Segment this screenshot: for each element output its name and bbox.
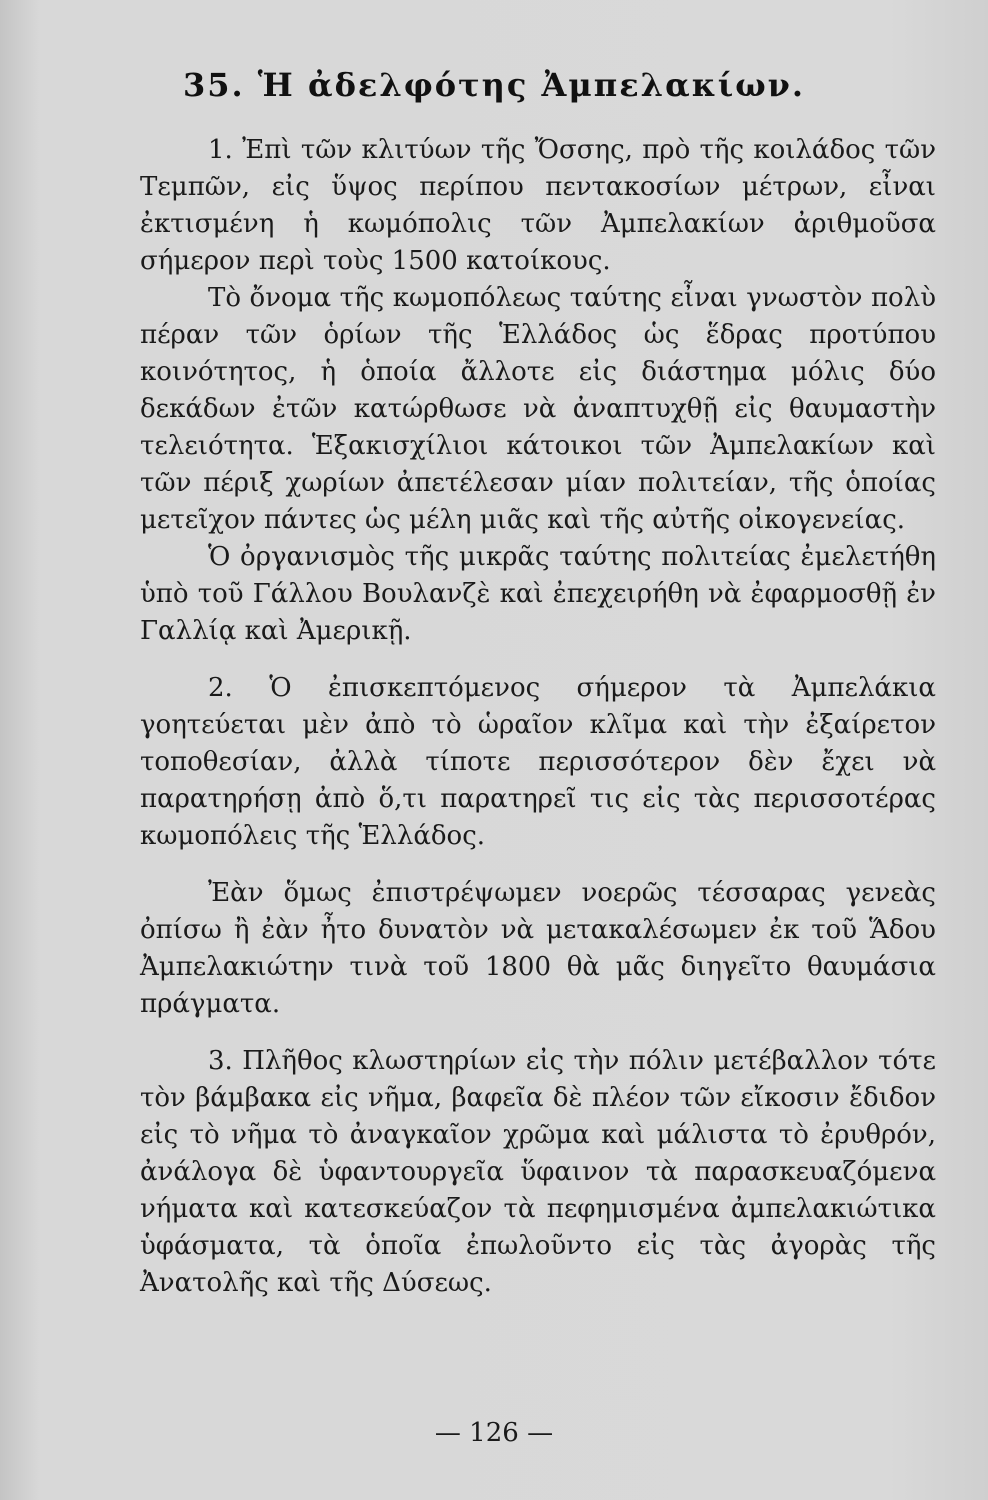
- paragraph-2: Τὸ ὄνομα τῆς κωμοπόλεως ταύτης εἶναι γνωστὸν πολὺ πέραν τῶν ὁρίων τῆς Ἑλλάδος ὡς ἕδρας προτύπου κοινότητος, ἡ ὁποία ἄλλοτε εἰς διάστημα μόλις δύο δεκάδων ἐτῶν κατώρθωσε νὰ ἀναπτυχθῇ εἰς θαυμαστὴν τελειότητα. Ἑξακισχίλιοι κάτοικοι τῶν Ἀμπελακίων καὶ τῶν πέριξ χωρίων ἀπετέλεσαν μίαν πολιτείαν, τῆς ὁποίας μετεῖχον πάντες ὡς μέλη μιᾶς καὶ τῆς αὐτῆς οἰκογενείας.: [140, 283, 936, 535]
- paragraph-5: Ἐὰν ὅμως ἐπιστρέψωμεν νοερῶς τέσσαρας γενεὰς ὀπίσω ἢ ἐὰν ἦτο δυνατὸν νὰ μετακαλέσωμεν ἐκ τοῦ Ἅδου Ἀμπελακιώτην τινὰ τοῦ 1800 θὰ μᾶς διηγεῖτο θαυμάσια πράγματα.: [140, 878, 936, 1019]
- chapter-title: 35. Ἡ ἀδελφότης Ἀμπελακίων.: [182, 66, 805, 104]
- paragraph-6: 3. Πλῆθος κλωστηρίων εἰς τὴν πόλιν μετέβαλλον τότε τὸν βάμβακα εἰς νῆμα, βαφεῖα δὲ πλέον τῶν εἴκοσιν ἔδιδον εἰς τὸ νῆμα τὸ ἀναγκαῖον χρῶμα καὶ μάλιστα τὸ ἐρυθρόν, ἀνάλογα δὲ ὑφαντουργεῖα ὕφαινον τὰ παρασκευαζόμενα νήματα καὶ κατεσκεύαζον τὰ πεφημισμένα ἀμπελακιώτικα ὑφάσματα, τὰ ὁποῖα ἐπωλοῦντο εἰς τὰς ἀγορὰς τῆς Ἀνατολῆς καὶ τῆς Δύσεως.: [140, 1046, 936, 1298]
- body-text: [140, 132, 936, 1302]
- page-number: — 126 —: [434, 1418, 554, 1448]
- paragraph-1: 1. Ἐπὶ τῶν κλιτύων τῆς Ὄσσης, πρὸ τῆς κοιλάδος τῶν Τεμπῶν, εἰς ὕψος περίπου πεντακοσίων μέτρων, εἶναι ἐκτισμένη ἡ κωμόπολις τῶν Ἀμπελακίων ἀριθμοῦσα σήμερον περὶ τοὺς 1500 κατοίκους.: [140, 135, 936, 276]
- paragraph-4: 2. Ὁ ἐπισκεπτόμενος σήμερον τὰ Ἀμπελάκια γοητεύεται μὲν ἀπὸ τὸ ὡραῖον κλῖμα καὶ τὴν ἐξαίρετον τοποθεσίαν, ἀλλὰ τίποτε περισσότερον δὲν ἔχει νὰ παρατηρήσῃ ἀπὸ ὅ,τι παρατηρεῖ τις εἰς τὰς περισσοτέρας κωμοπόλεις τῆς Ἑλλάδος.: [140, 673, 936, 851]
- paragraph-3: Ὁ ὀργανισμὸς τῆς μικρᾶς ταύτης πολιτείας ἐμελετήθη ὑπὸ τοῦ Γάλλου Βουλανζὲ καὶ ἐπεχειρήθη νὰ ἐφαρμοσθῇ ἐν Γαλλίᾳ καὶ Ἀμερικῇ.: [140, 542, 936, 646]
